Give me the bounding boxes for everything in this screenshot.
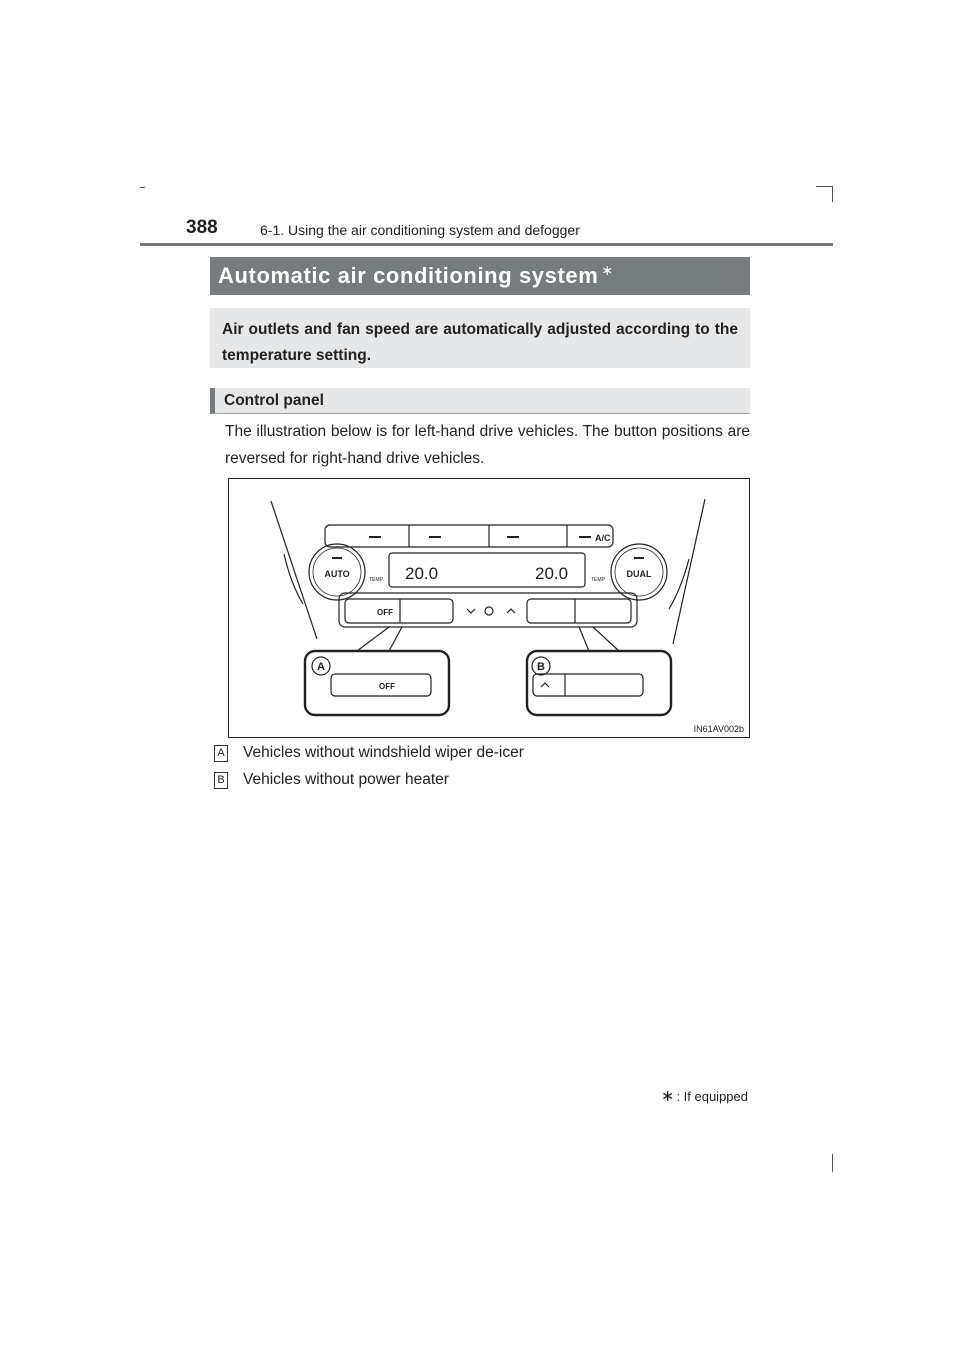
legend-text-a: Vehicles without windshield wiper de-icer (243, 744, 524, 761)
section-body: The illustration below is for left-hand drive vehicles. The button positions are reversed for right-hand drive vehicles. (225, 423, 750, 467)
callout-b-label: B (537, 661, 545, 673)
footnote-text: : If equipped (676, 1088, 748, 1104)
display-left-temp: 20.0 (405, 564, 439, 583)
footnote (661, 1086, 748, 1106)
legend-badge-b: B (214, 772, 228, 789)
dual-button-label: DUAL (626, 569, 652, 579)
crop-mark-top-right-v (832, 186, 833, 202)
figure-code: IN61AV002b (693, 724, 744, 734)
auto-button-label: AUTO (324, 569, 350, 579)
legend-text-b: Vehicles without power heater (243, 771, 449, 788)
title-bar (210, 257, 750, 295)
legend-item-a (214, 744, 524, 762)
footnote-star: ∗ (661, 1088, 675, 1105)
legend-badge-a: A (214, 745, 228, 762)
control-panel-drawing (229, 479, 749, 737)
crop-mark-bottom-right (832, 1154, 833, 1172)
section-title: Control panel (224, 391, 324, 409)
callout-a-label: A (317, 661, 325, 673)
chapter-heading: 6-1. Using the air conditioning system and defogger (260, 222, 580, 238)
control-panel-illustration (228, 478, 750, 738)
intro-summary: Air outlets and fan speed are automatically adjusted according to the temperature setting. (210, 308, 750, 368)
page-number: 388 (186, 217, 218, 238)
legend-item-b (214, 771, 449, 789)
ac-button-label: A/C (595, 533, 611, 543)
header-rule (140, 243, 833, 246)
temp-label-left: TEMP (369, 577, 383, 583)
crop-mark-top-right-h (816, 186, 833, 187)
display-right-temp: 20.0 (535, 564, 569, 583)
callout-a-off-label: OFF (379, 682, 395, 691)
page-title: Automatic air conditioning system (218, 263, 599, 288)
crop-mark-top-left (140, 187, 145, 188)
if-equipped-mark: ∗ (601, 262, 614, 278)
section-bar (210, 388, 750, 414)
temp-label-right: TEMP (591, 577, 605, 583)
off-button-label: OFF (377, 608, 393, 617)
